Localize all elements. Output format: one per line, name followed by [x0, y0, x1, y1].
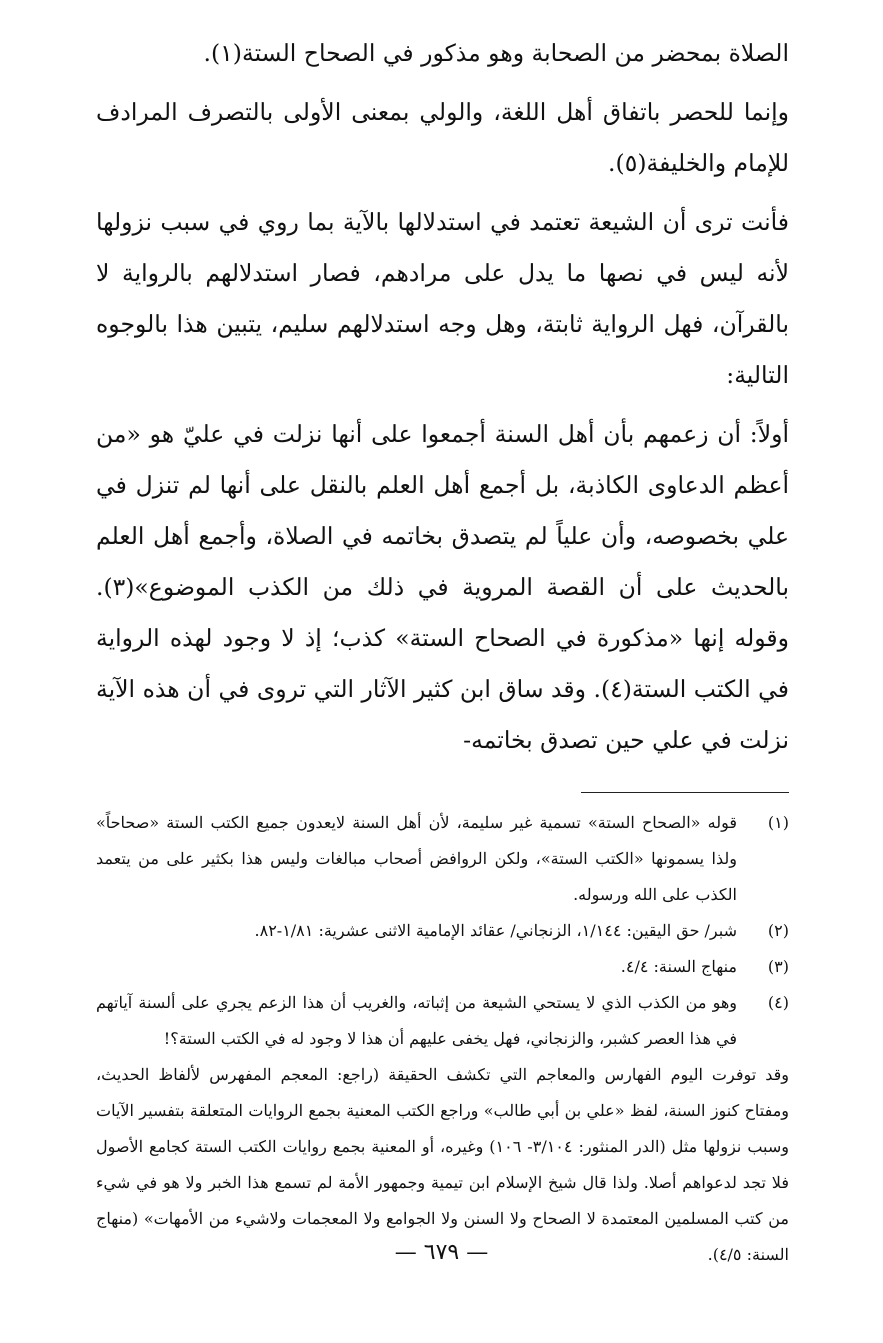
footnote-1-text: قوله «الصحاح الستة» تسمية غير سليمة، لأن أهل السنة لايعدون جميع الكتب الستة «صحاحاً» ولذا يسمونها «الكتب الستة»، ولكن الروافض أصحاب مبالغات وليس هذا بكثير على من يتعمد الكذب على الله ورسوله.: [96, 813, 738, 904]
footnotes: [96, 805, 789, 1273]
footnote-3-number: (٣): [767, 957, 789, 976]
footnote-2-number: (٢): [767, 921, 789, 940]
footnote-4-text: وهو من الكذب الذي لا يستحي الشيعة من إثباته، والغريب أن هذا الزعم يجري على ألسنة آياتهم في هذا العصر كشبر، والزنجاني، فهل يخفى عليهم أن هذا لا وجود له في الكتب الستة؟!: [96, 993, 737, 1048]
body-paragraph-1: الصلاة بمحضر من الصحابة وهو مذكور في الصحاح الستة(١).: [203, 39, 789, 67]
body-paragraph-4: أولاً: أن زعمهم بأن أهل السنة أجمعوا على أنها نزلت في عليّ هو «من أعظم الدعاوى الكاذبة، بل أجمع أهل العلم بالنقل على أنها لم تنزل في علي بخصوصه، وأن علياً لم يتصدق بخاتمه في الصلاة، وأجمع أهل العلم بالحديث على أن القصة المروية في ذلك من الكذب الموضوع»(٣). وقوله إنها «مذكورة في الصحاح الستة» كذب؛ إذ لا وجود لهذه الرواية في الكتب الستة(٤). وقد ساق ابن كثير الآثار التي تروى في أن هذه الآية نزلت في علي حين تصدق بخاتمه-: [96, 420, 790, 754]
footnote-4-number: (٤): [767, 993, 789, 1012]
footnote-4-continuation: وقد توفرت اليوم الفهارس والمعاجم التي تكشف الحقيقة (راجع: المعجم المفهرس لألفاظ الحديث، ومفتاح كنوز السنة، لفظ «علي بن أبي طالب» وراجع الكتب المعنية بجمع الروايات المتعلقة بتفسير الآيات وسبب نزولها مثل (الدر المنثور: ٣/١٠٤- ١٠٦) وغيره، أو المعنية بجمع روايات الكتب الستة كجامع الأصول فلا تجد لدعواهم أصلا. ولذا قال شيخ الإسلام ابن تيمية وجمهور الأمة لم تسمع هذا الخبر ولا هو في شيء من كتب المسلمين المعتمدة لا الصحاح ولا السنن ولا الجوامع ولا المعجمات ولاشيء من الأمهات» (منهاج السنة: ٤/٥).: [96, 1065, 789, 1264]
footnote-1-number: (١): [767, 813, 789, 832]
page-number: — ٦٧٩ —: [394, 1240, 489, 1265]
body-paragraph-2: وإنما للحصر باتفاق أهل اللغة، والولي بمعنى الأولى بالتصرف المرادف للإمام والخليفة(٥).: [96, 98, 789, 177]
footnote-separator: [581, 792, 789, 793]
body-paragraph-3: فأنت ترى أن الشيعة تعتمد في استدلالها بالآية بما روي في سبب نزولها لأنه ليس في نصها ما يدل على مرادهم، فصار استدلالهم بالرواية لا بالقرآن، فهل الرواية ثابتة، وهل وجه استدلالهم سليم، يتبين هذا بالوجوه التالية:: [96, 208, 789, 389]
footnote-2: [96, 913, 789, 949]
footnote-1: [96, 805, 789, 913]
footnote-3: [96, 949, 789, 985]
footnote-4: [96, 985, 789, 1057]
footnote-2-text: شبر/ حق اليقين: ١/١٤٤، الزنجاني/ عقائد الإمامية الاثنى عشرية: ١/٨١-٨٢.: [254, 921, 737, 940]
footnote-3-text: منهاج السنة: ٤/٤.: [620, 957, 737, 976]
